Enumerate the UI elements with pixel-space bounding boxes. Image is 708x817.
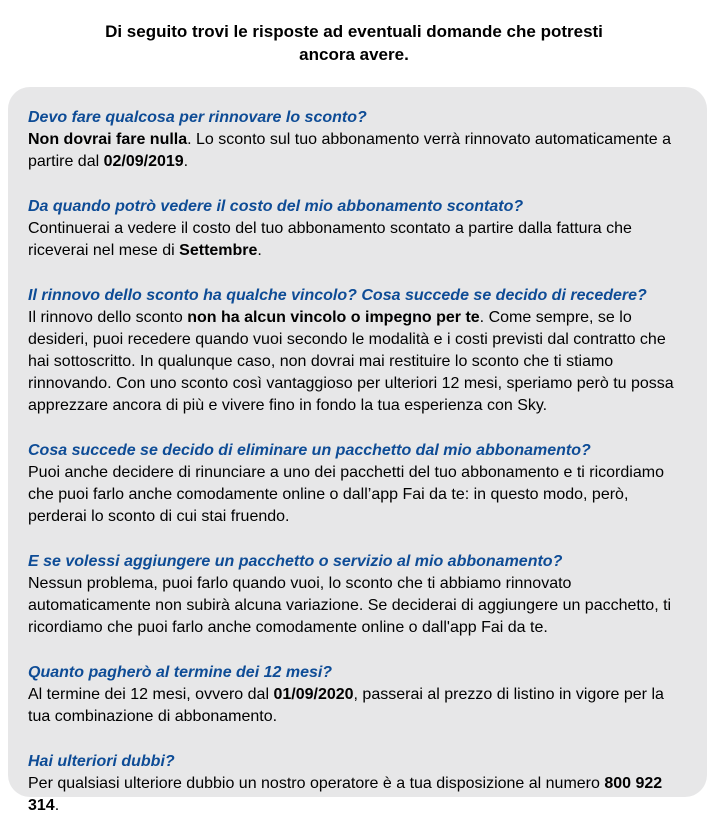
faq-answer [28, 773, 689, 817]
answer-text: . [54, 797, 60, 814]
faq-answer [28, 307, 689, 417]
answer-line: tua combinazione di abbonamento. [28, 708, 278, 725]
answer-line: hai sottoscritto. In qualunque caso, non dovrai mai restituire lo sconto che ti stiamo [28, 353, 614, 370]
bold-month: Settembre [179, 242, 258, 259]
answer-text: . [257, 242, 262, 259]
faq-item-further-doubts [28, 751, 689, 817]
answer-line: Continuerai a vedere il costo del tuo abbonamento scontato a partire dalla fattura che [28, 220, 632, 237]
faq-item-constraints [28, 285, 689, 417]
faq-item-after-12-months [28, 662, 689, 728]
answer-line [28, 307, 689, 329]
faq-question: Devo fare qualcosa per rinnovare lo sconto? [28, 109, 367, 126]
answer-text: riceverai nel mese di [28, 242, 180, 259]
faq-question: E se volessi aggiungere un pacchetto o servizio al mio abbonamento? [28, 553, 563, 570]
faq-question: Da quando potrò vedere il costo del mio abbonamento scontato? [28, 198, 524, 215]
answer-text: . Lo sconto sul tuo abbonamento verrà rinnovato automaticamente a [187, 131, 671, 148]
answer-line [28, 129, 689, 151]
faq-answer [28, 684, 689, 728]
answer-line: Nessun problema, puoi farlo quando vuoi, lo sconto che ti abbiamo rinnovato [28, 575, 572, 592]
faq-answer [28, 573, 689, 639]
answer-line: automaticamente non subirà alcuna variazione. Se deciderai di aggiungere un pacchetto, ti [28, 597, 672, 614]
intro-heading [0, 20, 708, 66]
answer-text: Al termine dei 12 mesi, ovvero dal [28, 686, 274, 703]
faq-item-remove-package [28, 440, 689, 528]
answer-line [28, 795, 689, 817]
answer-line: ricordiamo che puoi farlo anche comodamente online o dall'app Fai da te. [28, 619, 548, 636]
answer-line: che puoi farlo anche comodamente online o dall’app Fai da te: in questo modo, però, [28, 486, 629, 503]
answer-line [28, 773, 689, 795]
faq-item-add-package [28, 551, 689, 639]
faq-item-when-see-cost [28, 196, 689, 262]
phone-number: 314 [28, 797, 55, 814]
answer-line [28, 240, 689, 262]
answer-text: . Come sempre, se lo [479, 309, 632, 326]
faq-panel [8, 87, 707, 814]
answer-text: , passerai al prezzo di listino in vigore per la [353, 686, 664, 703]
intro-line-1: Di seguito trovi le risposte ad eventuali domande che potresti [105, 22, 603, 41]
faq-question: Quanto pagherò al termine dei 12 mesi? [28, 664, 333, 681]
answer-text: partire dal [28, 153, 104, 170]
faq-answer [28, 462, 689, 528]
answer-line: rinnovando. Con uno sconto così vantaggioso per ulteriori 12 mesi, speriamo però tu possa [28, 375, 674, 392]
bold-text: Non dovrai fare nulla [28, 131, 188, 148]
answer-line: desideri, puoi recedere quando vuoi secondo le modalità e i costi previsti dal contratto che [28, 331, 666, 348]
bold-text: non ha alcun vincolo o impegno per te [187, 309, 480, 326]
bold-date: 02/09/2019 [103, 153, 184, 170]
phone-number: 800 922 [604, 775, 663, 792]
answer-text: Il rinnovo dello sconto [28, 309, 188, 326]
faq-question: Il rinnovo dello sconto ha qualche vincolo? Cosa succede se decido di recedere? [28, 287, 647, 304]
faq-item-renew [28, 107, 689, 173]
faq-answer [28, 218, 689, 262]
faq-answer [28, 129, 689, 173]
faq-question: Hai ulteriori dubbi? [28, 753, 175, 770]
faq-question: Cosa succede se decido di eliminare un pacchetto dal mio abbonamento? [28, 442, 591, 459]
answer-text: Per qualsiasi ulteriore dubbio un nostro operatore è a tua disposizione al numero [28, 775, 605, 792]
answer-line [28, 151, 689, 173]
intro-line-2: ancora avere. [299, 45, 409, 64]
bold-date: 01/09/2020 [273, 686, 354, 703]
answer-line: Puoi anche decidere di rinunciare a uno dei pacchetti del tuo abbonamento e ti ricordiamo [28, 464, 664, 481]
answer-line: apprezzare ancora di più e vivere fino in fondo la tua esperienza con Sky. [28, 397, 548, 414]
answer-text: . [183, 153, 189, 170]
answer-line [28, 684, 689, 706]
answer-line: perderai lo sconto di cui stai fruendo. [28, 508, 290, 525]
